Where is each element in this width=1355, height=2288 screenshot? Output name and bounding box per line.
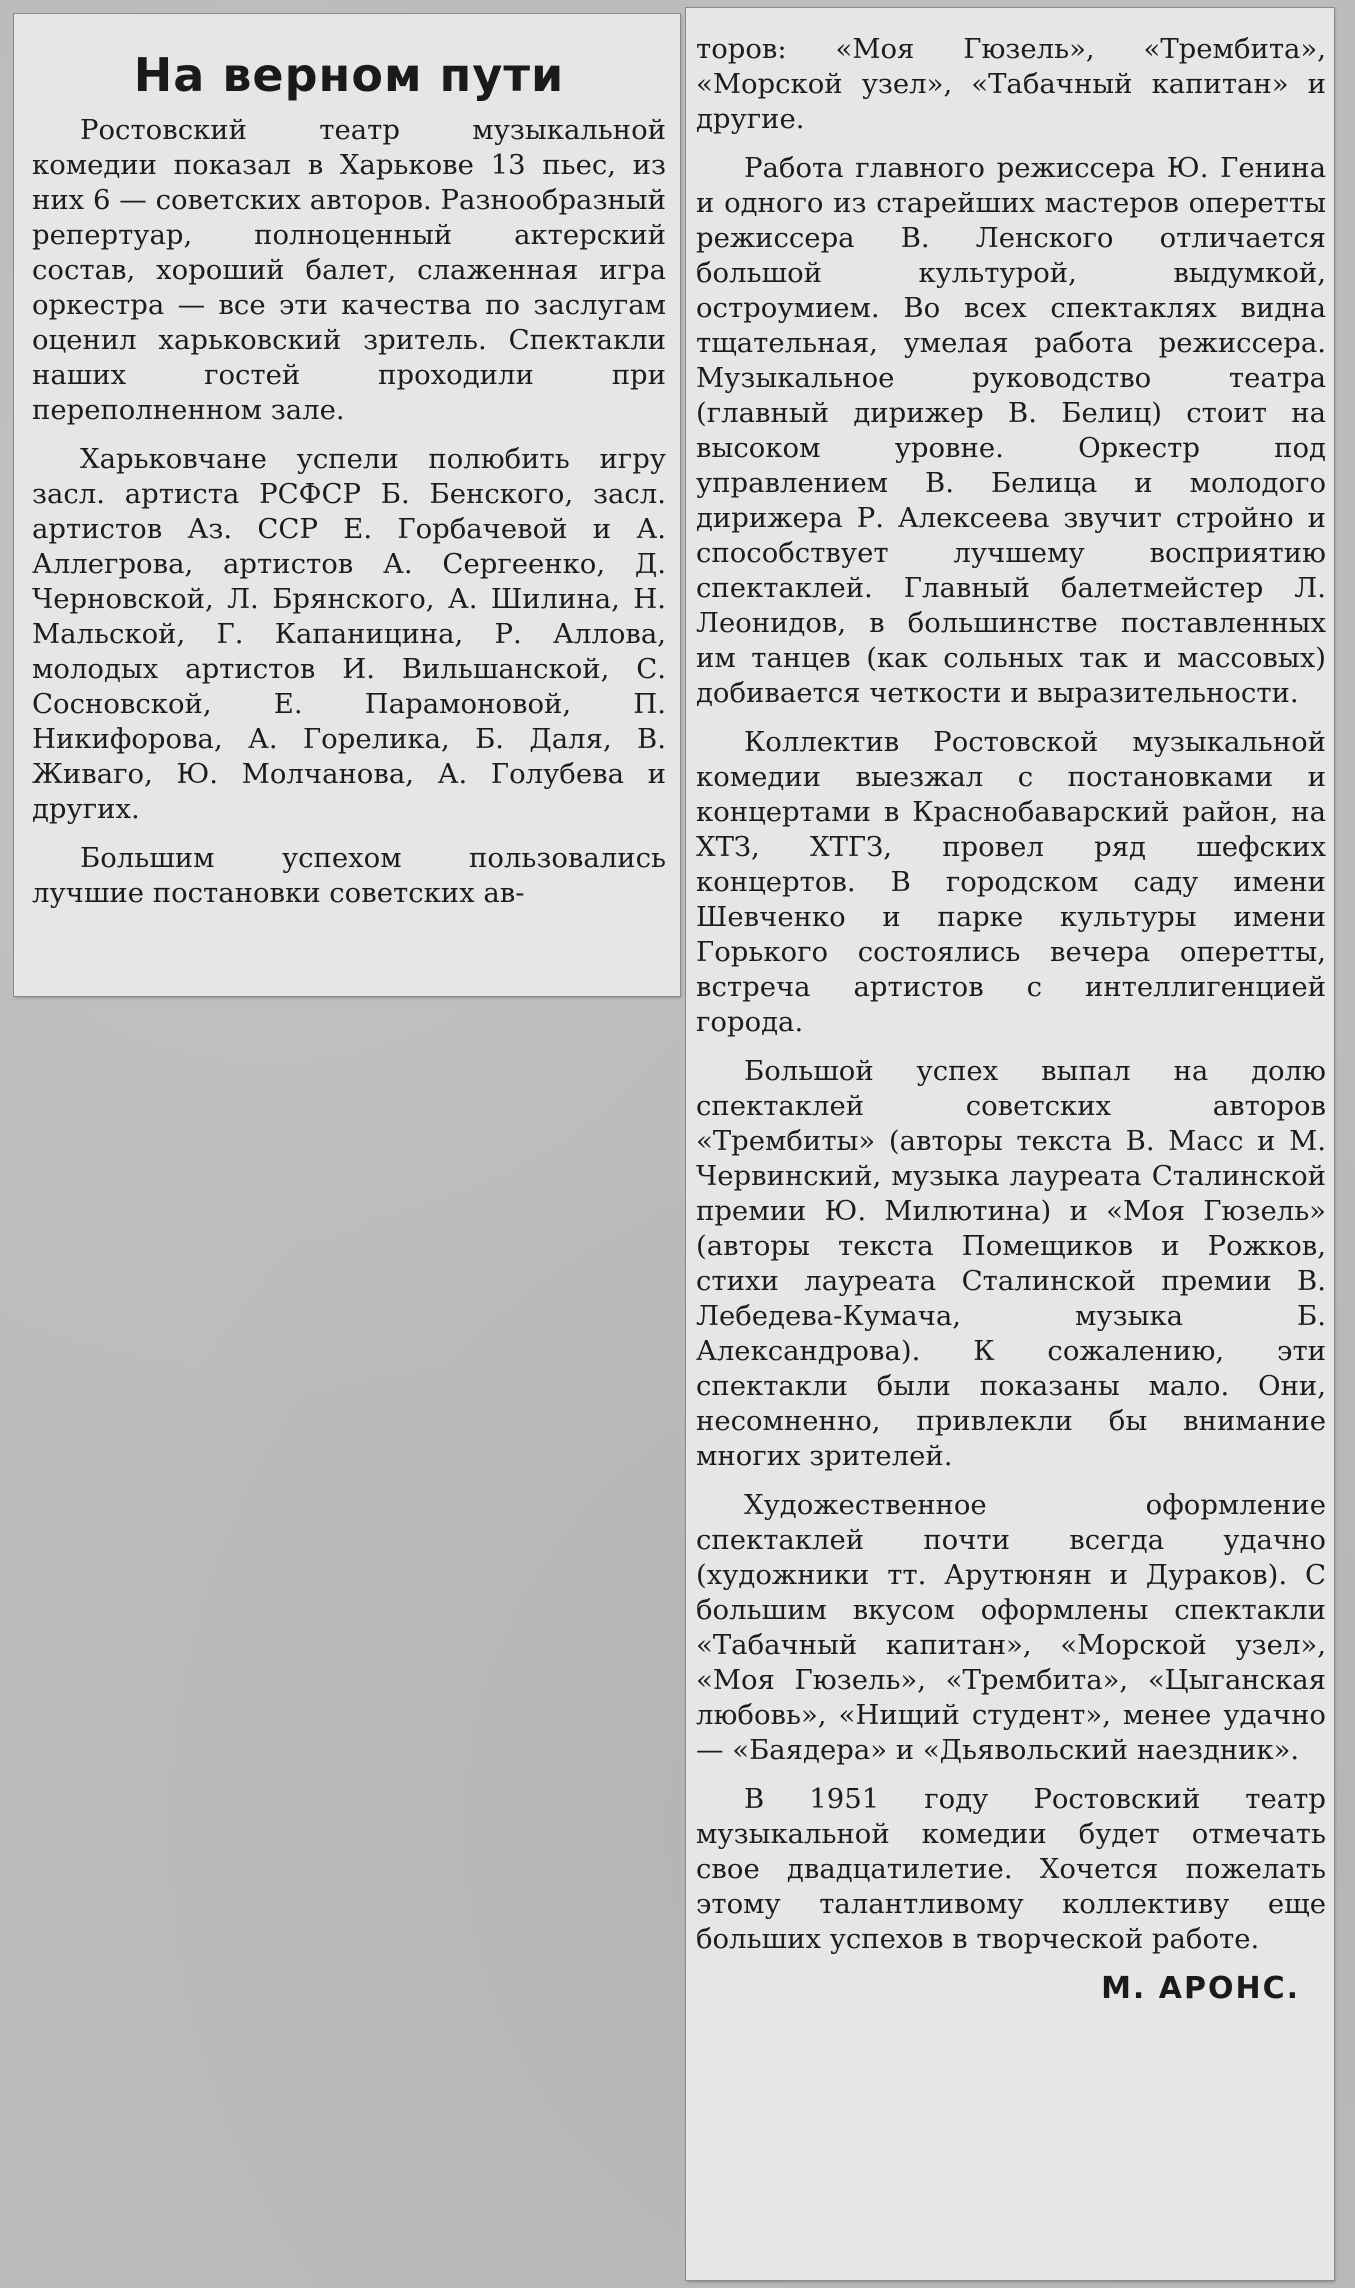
paragraph: Художественное оформление спектаклей почти всегда удачно (художники тт. Арутюнян и Дураков). С большим вкусом оформлены спектакли «Табачный капитан», «Морской узел», «Моя Гюзель», «Трембита», «Цыганская любовь», «Нищий студент», менее удачно — «Баядера» и «Дьявольский наездник». [696,1489,1326,1766]
paragraph: Коллектив Ростовской музыкальной комедии выезжал с постановками и концертами в Краснобаварский район, на ХТЗ, ХТГЗ, провел ряд шефских концертов. В городском саду имени Шевченко и парке культуры имени Горького состоялись вечера оперетты, встреча артистов с интеллигенцией города. [696,726,1326,1038]
left-column-text [32,50,666,925]
paragraph-continuation: торов: «Моя Гюзель», «Трембита», «Морской узел», «Табачный капитан» и другие. [696,33,1326,135]
author-signature: М. АРОНС. [1101,1971,1300,2006]
paragraph: Работа главного режиссера Ю. Генина и одного из старейших мастеров оперетты режиссера В. Ленского отличается большой культурой, выдумкой, остроумием. Во всех спектаклях видна тщательная, умелая работа режиссера. Музыкальное руководство театра (главный дирижер В. Белиц) стоит на высоком уровне. Оркестр под управлением В. Белица и молодого дирижера Р. Алексеева звучит стройно и способствует лучшему восприятию спектаклей. Главный балетмейстер Л. Леонидов, в большинстве поставленных им танцев (как сольных так и массовых) добивается четкости и выразительности. [696,152,1326,709]
clipping-right-column [686,8,1334,2280]
paragraph: Большим успехом пользовались лучшие постановки советских ав- [32,841,666,909]
right-column-text [696,32,1326,2006]
paragraph: Большой успех выпал на долю спектаклей советских авторов «Трембиты» (авторы текста В. Масс и М. Червинский, музыка лауреата Сталинской премии Ю. Милютина) и «Моя Гюзель» (авторы текста Помещиков и Рожков, стихи лауреата Сталинской премии В. Лебедева-Кумача, музыка Б. Александрова). К сожалению, эти спектакли были показаны мало. Они, несомненно, привлекли бы внимание многих зрителей. [696,1055,1326,1472]
article-title: На верном пути [133,48,565,102]
clipping-left-column [14,14,680,996]
paragraph: Ростовский театр музыкальной комедии показал в Харькове 13 пьес, из них 6 — советских авторов. Разнообразный репертуар, полноценный актерский состав, хороший балет, слаженная игра оркестра — все эти качества по заслугам оценил харьковский зритель. Спектакли наших гостей проходили при переполненном зале. [32,113,666,426]
paragraph: В 1951 году Ростовский театр музыкальной комедии будет отмечать свое двадцатилетие. Хочется пожелать этому талантливому коллективу еще больших успехов в творческой работе. [696,1783,1326,1955]
paragraph: Харьковчане успели полюбить игру засл. артиста РСФСР Б. Бенского, засл. артистов Аз. ССР Е. Горбачевой и А. Аллегрова, артистов А. Сергеенко, Д. Черновской, Л. Брянского, А. Шилина, Н. Мальской, Г. Капаницина, Р. Аллова, молодых артистов И. Вильшанской, С. Сосновской, Е. Парамоновой, П. Никифорова, А. Горелика, Б. Даля, В. Живаго, Ю. Молчанова, А. Голубева и других. [32,442,666,825]
